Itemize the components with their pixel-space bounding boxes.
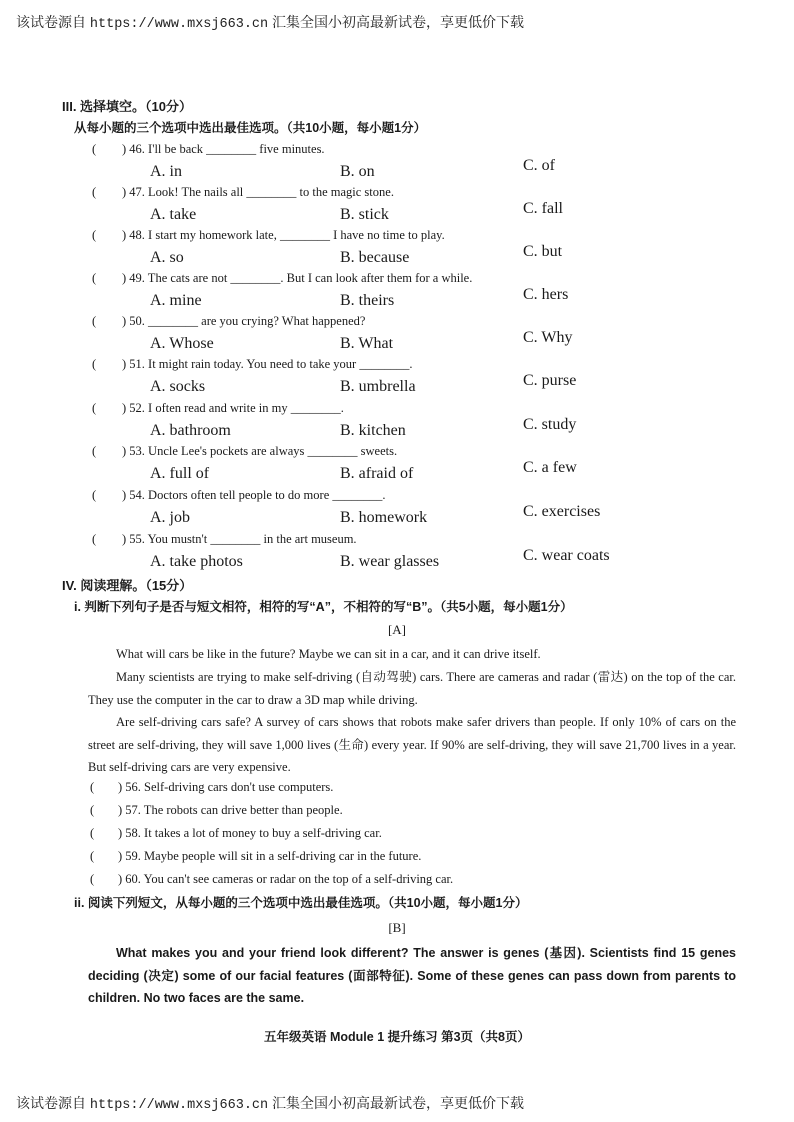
answer-blank[interactable]: ( xyxy=(92,488,97,502)
option-b: B. umbrella xyxy=(340,378,416,395)
answer-blank[interactable]: ( xyxy=(92,532,97,546)
page-footer: 五年级英语 Module 1 提升练习 第3页（共8页） xyxy=(264,1030,530,1044)
passage-a-paragraph-3: Are self-driving cars safe? A survey of cars shows that robots make safer drivers than people. If only 10% of cars on the street are self-driving, they will save 1,000 lives (生命) every year. If 90% are self-driving, they will save 21,700 lives in a year. But self-driving cars are very expensive. xyxy=(88,715,736,774)
question-text: ) 47. Look! The nails all ________ to the magic stone. xyxy=(122,185,394,199)
tf-question-text: ) 57. The robots can drive better than people. xyxy=(118,803,343,817)
option-a: A. take photos xyxy=(150,553,243,570)
tf-question-56 xyxy=(0,780,794,800)
tf-question-59 xyxy=(0,849,794,869)
question-53 xyxy=(0,444,794,464)
option-b: B. homework xyxy=(340,509,428,526)
section-3-instruction: 从每小题的三个选项中选出最佳选项。（共10小题，每小题1分） xyxy=(74,121,427,135)
option-b: B. wear glasses xyxy=(340,553,440,570)
option-c: C. but xyxy=(523,243,563,260)
option-b: B. stick xyxy=(340,206,389,223)
option-c: C. exercises xyxy=(523,503,601,520)
part-2-instruction: ii. 阅读下列短文，从每小题的三个选项中选出最佳选项。（共10小题，每小题1分） xyxy=(74,896,528,910)
option-a: A. Whose xyxy=(150,335,214,352)
question-text: ) 50. ________ are you crying? What happened? xyxy=(122,314,366,328)
answer-blank[interactable]: ( xyxy=(92,185,97,199)
option-a: A. so xyxy=(150,249,184,266)
option-b: B. afraid of xyxy=(340,465,414,482)
answer-blank[interactable]: ( xyxy=(92,401,97,415)
option-c: C. hers xyxy=(523,286,569,303)
question-54 xyxy=(0,488,794,508)
question-text: ) 55. You mustn't ________ in the art museum. xyxy=(122,532,357,546)
answer-blank[interactable]: ( xyxy=(92,271,97,285)
answer-blank[interactable]: ( xyxy=(90,826,95,840)
footer-url[interactable]: https://www.mxsj663.cn xyxy=(89,1098,269,1113)
header-prefix: 该试卷源自 xyxy=(16,14,86,30)
question-text: ) 52. I often read and write in my ________. xyxy=(122,401,344,415)
answer-blank[interactable]: ( xyxy=(90,849,95,863)
answer-blank[interactable]: ( xyxy=(90,780,95,794)
option-c: C. Why xyxy=(523,329,573,346)
question-text: ) 48. I start my homework late, ________ I have no time to play. xyxy=(122,228,445,242)
question-text: ) 53. Uncle Lee's pockets are always ________ sweets. xyxy=(122,444,398,458)
part-1-instruction: i. 判断下列句子是否与短文相符，相符的写“A”，不相符的写“B”。（共5小题，每小题1分） xyxy=(74,600,573,614)
answer-blank[interactable]: ( xyxy=(90,872,95,886)
passage-a-label: [A] xyxy=(387,622,407,637)
section-4-title: IV. 阅读理解。（15分） xyxy=(62,578,193,593)
option-c: C. study xyxy=(523,416,577,433)
header-suffix: 汇集全国小初高最新试卷，享更低价下载 xyxy=(272,14,525,30)
option-c: C. fall xyxy=(523,200,563,217)
header-url[interactable]: https://www.mxsj663.cn xyxy=(89,17,269,32)
question-text: ) 51. It might rain today. You need to take your ________. xyxy=(122,357,413,371)
passage-b-paragraph: What makes you and your friend look different? The answer is genes (基因). Scientists find 15 genes deciding (决定) some of our facial features (面部特征). Some of these genes can pass down from parents to children. No two faces are the same. xyxy=(88,946,736,1005)
question-46 xyxy=(0,142,794,162)
question-text: ) 46. I'll be back ________ five minutes. xyxy=(122,142,325,156)
option-a: A. bathroom xyxy=(150,422,231,439)
question-55 xyxy=(0,532,794,552)
option-a: A. full of xyxy=(150,465,210,482)
option-a: A. take xyxy=(150,206,197,223)
question-51 xyxy=(0,357,794,377)
question-47 xyxy=(0,185,794,205)
answer-blank[interactable]: ( xyxy=(92,228,97,242)
tf-question-58 xyxy=(0,826,794,846)
tf-question-text: ) 58. It takes a lot of money to buy a self-driving car. xyxy=(118,826,382,840)
question-52 xyxy=(0,401,794,421)
option-a: A. job xyxy=(150,509,190,526)
option-b: B. theirs xyxy=(340,292,395,309)
answer-blank[interactable]: ( xyxy=(90,803,95,817)
tf-question-text: ) 59. Maybe people will sit in a self-driving car in the future. xyxy=(118,849,422,863)
question-50 xyxy=(0,314,794,334)
passage-b-label: [B] xyxy=(388,920,406,935)
answer-blank[interactable]: ( xyxy=(92,357,97,371)
tf-question-text: ) 56. Self-driving cars don't use computers. xyxy=(118,780,334,794)
answer-blank[interactable]: ( xyxy=(92,314,97,328)
source-header xyxy=(16,12,524,32)
option-b: B. kitchen xyxy=(340,422,406,439)
tf-question-60 xyxy=(0,872,794,892)
question-49 xyxy=(0,271,794,291)
section-3-title: III. 选择填空。（10分） xyxy=(62,99,193,114)
passage-a-paragraph-2: Many scientists are trying to make self-driving (自动驾驶) cars. There are cameras and radar (雷达) on the top of the car. They use the computer in the car to draw a 3D map while driving. xyxy=(88,670,736,707)
tf-question-text: ) 60. You can't see cameras or radar on the top of a self-driving car. xyxy=(118,872,454,886)
answer-blank[interactable]: ( xyxy=(92,142,97,156)
tf-question-57 xyxy=(0,803,794,823)
question-text: ) 54. Doctors often tell people to do more ________. xyxy=(122,488,386,502)
option-b: B. What xyxy=(340,335,394,352)
passage-a-paragraph-1: What will cars be like in the future? Maybe we can sit in a car, and it can drive itself. xyxy=(116,647,541,661)
option-a: A. socks xyxy=(150,378,206,395)
source-footer xyxy=(16,1093,524,1113)
option-c: C. wear coats xyxy=(523,547,610,564)
option-b: B. because xyxy=(340,249,410,266)
question-text: ) 49. The cats are not ________. But I can look after them for a while. xyxy=(122,271,473,285)
option-c: C. purse xyxy=(523,372,577,389)
footer-suffix: 汇集全国小初高最新试卷，享更低价下载 xyxy=(272,1095,525,1111)
question-48 xyxy=(0,228,794,248)
option-a: A. mine xyxy=(150,292,202,309)
option-a: A. in xyxy=(150,163,182,180)
option-c: C. of xyxy=(523,157,555,174)
footer-prefix: 该试卷源自 xyxy=(16,1095,86,1111)
answer-blank[interactable]: ( xyxy=(92,444,97,458)
option-c: C. a few xyxy=(523,459,577,476)
option-b: B. on xyxy=(340,163,375,180)
